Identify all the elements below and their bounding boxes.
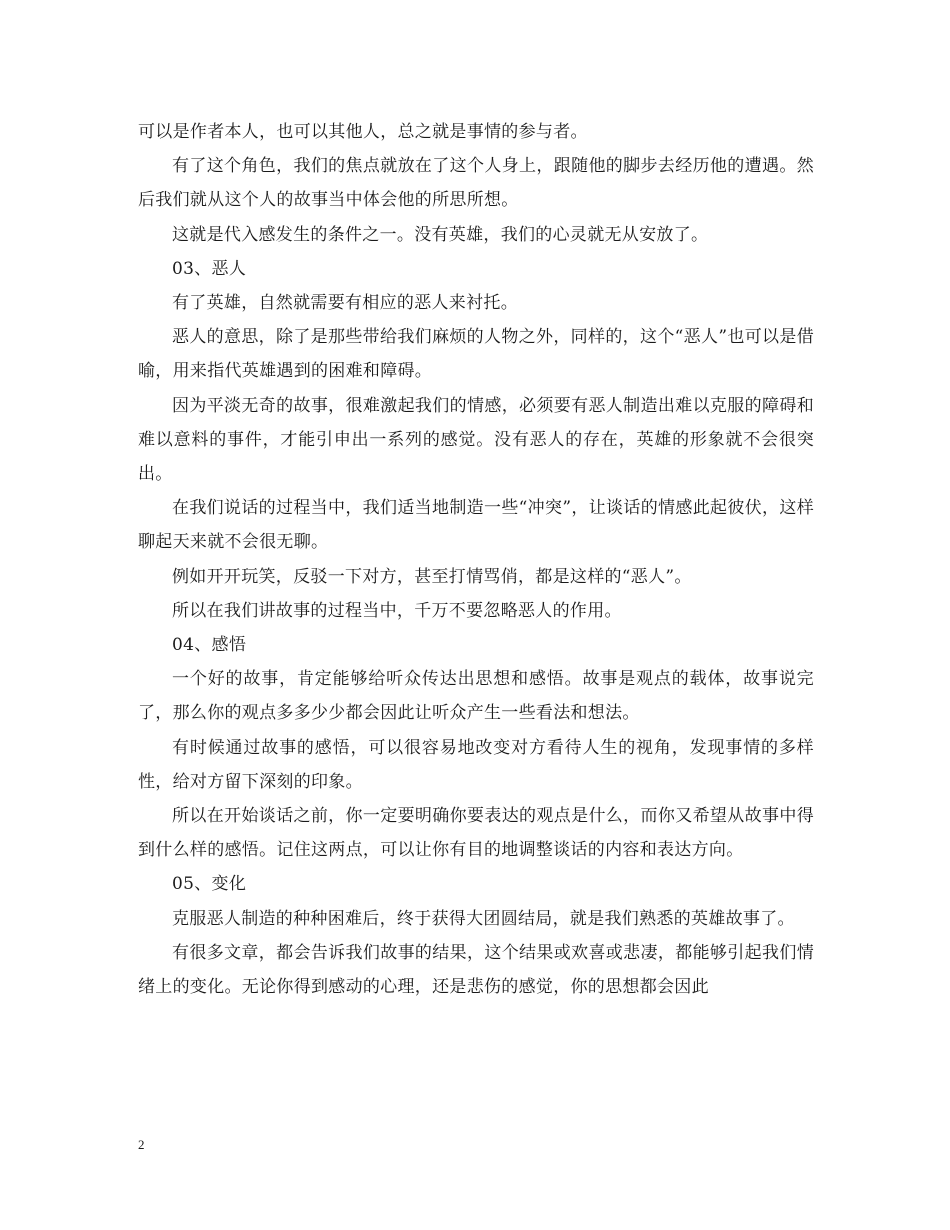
page-number: 2 [138, 1137, 145, 1152]
paragraph: 有了这个角色，我们的焦点就放在了这个人身上，跟随他的脚步去经历他的遭遇。然后我们就从这个人的故事当中体会他的所思所想。 [138, 156, 814, 211]
paragraph: 因为平淡无奇的故事，很难激起我们的情感，必须要有恶人制造出难以克服的障碍和难以意料的事件，才能引申出一系列的感觉。没有恶人的存在，英雄的形象就不会很突出。 [138, 395, 814, 485]
paragraph: 在我们说话的过程当中，我们适当地制造一些“冲突”，让谈话的情感此起彼伏，这样聊起天来就不会很无聊。 [138, 498, 814, 553]
document-body [138, 115, 814, 1004]
paragraph: 有时候通过故事的感悟，可以很容易地改变对方看待人生的视角，发现事情的多样性，给对方留下深刻的印象。 [138, 737, 814, 792]
section-heading: 03、恶人 [172, 258, 247, 279]
paragraph: 可以是作者本人，也可以其他人，总之就是事情的参与者。 [138, 122, 588, 142]
paragraph: 有了英雄，自然就需要有相应的恶人来衬托。 [172, 293, 518, 314]
paragraph: 克服恶人制造的种种困难后，终于获得大团圆结局，就是我们熟悉的英雄故事了。 [172, 908, 795, 929]
paragraph: 恶人的意思，除了是那些带给我们麻烦的人物之外，同样的，这个“恶人”也可以是借喻，用来指代英雄遇到的困难和障碍。 [138, 327, 814, 382]
paragraph: 一个好的故事，肯定能够给听众传达出思想和感悟。故事是观点的载体，故事说完了，那么你的观点多多少少都会因此让听众产生一些看法和想法。 [138, 669, 814, 724]
section-heading: 04、感悟 [172, 635, 247, 656]
paragraph: 例如开开玩笑，反驳一下对方，甚至打情骂俏，都是这样的“恶人”。 [172, 566, 692, 587]
paragraph: 有很多文章，都会告诉我们故事的结果，这个结果或欢喜或悲凄，都能够引起我们情绪上的变化。无论你得到感动的心理，还是悲伤的感觉，你的思想都会因此 [138, 942, 814, 998]
section-heading: 05、变化 [172, 874, 247, 895]
paragraph: 所以在开始谈话之前，你一定要明确你要表达的观点是什么，而你又希望从故事中得到什么样的感悟。记住这两点，可以让你有目的地调整谈话的内容和表达方向。 [138, 806, 814, 861]
paragraph: 所以在我们讲故事的过程当中，千万不要忽略恶人的作用。 [172, 600, 622, 621]
paragraph: 这就是代入感发生的条件之一。没有英雄，我们的心灵就无从安放了。 [172, 224, 709, 245]
